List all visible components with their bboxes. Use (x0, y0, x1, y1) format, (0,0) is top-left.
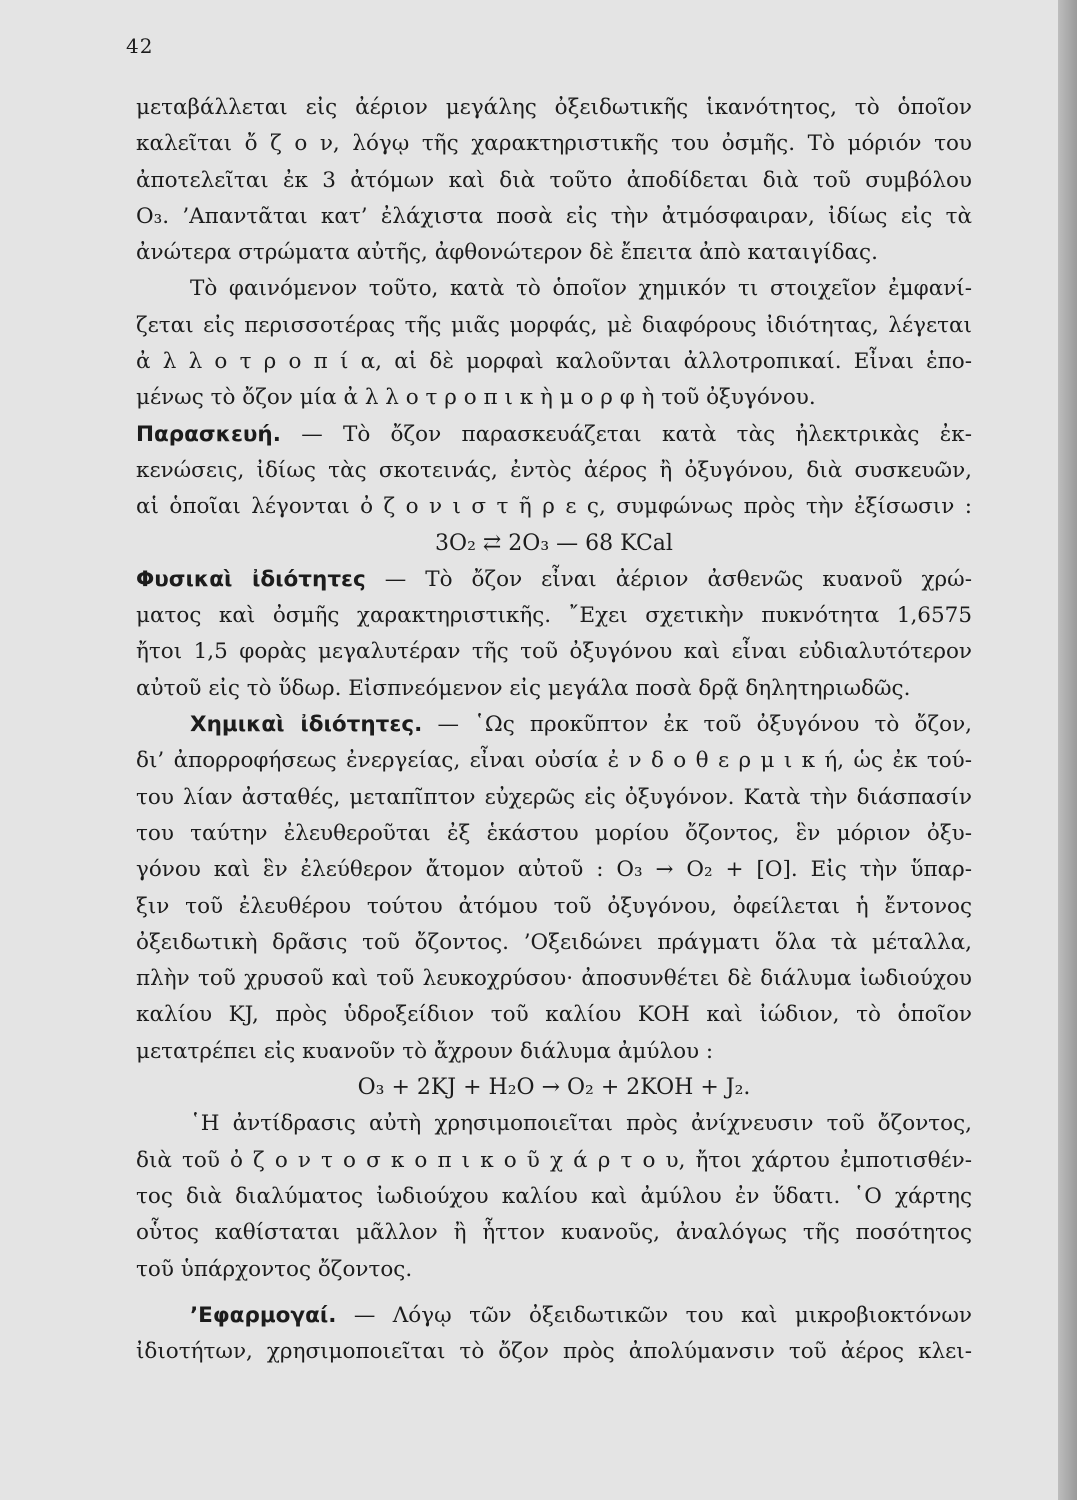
text-line: Τὸ φαινόμενον τοῦτο, κατὰ τὸ ὁποῖον χημικόν τι στοιχεῖον ἐμφανί- (190, 276, 972, 302)
text-line: ἤτοι 1,5 φορὰς μεγαλυτέραν τῆς τοῦ ὀξυγόνου καὶ εἶναι εὐδιαλυτότερον (136, 639, 972, 665)
text-line: αὐτοῦ εἰς τὸ ὕδωρ. Εἰσπνεόμενον εἰς μεγάλα ποσὰ δρᾷ δηλητηριωδῶς. (136, 675, 911, 701)
section-physical-text: — Τὸ ὄζον εἶναι ἀέριον ἀσθενῶς κυανοῦ χρώ- (365, 566, 972, 592)
text-line: καλίου KJ, πρὸς ὑδροξείδιον τοῦ καλίου KOH καὶ ἰώδιον, τὸ ὁποῖον (136, 1002, 972, 1028)
page-edge-shadow (1058, 0, 1077, 1500)
text-line: ξιν τοῦ ἐλευθέρου τούτου ἀτόμου τοῦ ὀξυγόνου, ὀφείλεται ἡ ἔντονος (136, 893, 972, 919)
text-line: κενώσεις, ἰδίως τὰς σκοτεινάς, ἐντὸς ἀέρος ἢ ὀξυγόνου, διὰ συσκευῶν, (136, 457, 972, 483)
section-chemical-text: — ῾Ως προκῦπτον ἐκ τοῦ ὀξυγόνου τὸ ὄζον, (422, 712, 972, 738)
section-heading-applications: ’Εφαρμογαί. (190, 1302, 337, 1328)
text-line: καλεῖται ὄ ζ ο ν, λόγῳ τῆς χαρακτηριστικῆς του ὀσμῆς. Τὸ μόριόν του (136, 131, 972, 157)
text-line: μένως τὸ ὄζον μία ἀ λ λ ο τ ρ ο π ι κ ὴ μ ο ρ φ ὴ τοῦ ὀξυγόνου. (136, 385, 816, 411)
text-line: ἀνώτερα στρώματα αὐτῆς, ἀφθονώτερον δὲ ἔπειτα ἀπὸ καταιγίδας. (136, 240, 878, 266)
text-line: πλὴν τοῦ χρυσοῦ καὶ τοῦ λευκοχρύσου· ἀποσυνθέτει δὲ διάλυμα ἰωδιούχου (136, 966, 972, 992)
text-line: διὰ τοῦ ὀ ζ ο ν τ ο σ κ ο π ι κ ο ῦ χ ά ρ τ ο υ, ἤτοι χάρτου ἐμποτισθέν- (136, 1147, 972, 1173)
text-line: ῾Η ἀντίδρασις αὐτὴ χρησιμοποιεῖται πρὸς ἀνίχνευσιν τοῦ ὄζοντος, (190, 1111, 972, 1137)
text-line: του λίαν ἀσταθές, μεταπῖπτον εὐχερῶς εἰς ὀξυγόνον. Κατὰ τὴν διάσπασίν (136, 784, 972, 810)
section-heading-preparation: Παρασκευή. (136, 421, 281, 447)
body-text (136, 90, 972, 1370)
text-line: οὗτος καθίσταται μᾶλλον ἢ ἧττον κυανοῦς, ἀναλόγως τῆς ποσότητος (136, 1220, 972, 1246)
equation-ozone-formation: 3O₂ ⇄ 2O₃ — 68 KCal (435, 530, 673, 556)
text-line: ἰδιοτήτων, χρησιμοποιεῖται τὸ ὄζον πρὸς ἀπολύμανσιν τοῦ ἀέρος κλει- (136, 1339, 972, 1365)
section-heading-chemical: Χημικαὶ ἰδιότητες. (190, 712, 423, 738)
text-line: ματος καὶ ὀσμῆς χαρακτηριστικῆς. ῎Εχει σχετικὴν πυκνότητα 1,6575 (136, 603, 972, 629)
text-line: μεταβάλλεται εἰς ἀέριον μεγάλης ὀξειδωτικῆς ἱκανότητος, τὸ ὁποῖον (136, 95, 972, 120)
text-line: ἀ λ λ ο τ ρ ο π ί α, αἱ δὲ μορφαὶ καλοῦνται ἀλλοτροπικαί. Εἶναι ἑπο- (136, 349, 972, 375)
text-line: ἀποτελεῖται ἐκ 3 ἀτόμων καὶ διὰ τοῦτο ἀποδίδεται διὰ τοῦ συμβόλου (136, 167, 972, 193)
section-preparation-line (136, 417, 972, 453)
section-physical-line (136, 562, 972, 598)
section-chemical-line (136, 707, 972, 743)
text-line: τος διὰ διαλύματος ἰωδιούχου καλίου καὶ ἀμύλου ἐν ὕδατι. ῾Ο χάρτης (136, 1183, 972, 1209)
text-line: ὀξειδωτικὴ δρᾶσις τοῦ ὄζοντος. ’Οξειδώνει πράγματι ὅλα τὰ μέταλλα, (136, 929, 972, 955)
text-line: ζεται εἰς περισσοτέρας τῆς μιᾶς μορφάς, μὲ διαφόρους ἰδιότητας, λέγεται (136, 312, 972, 338)
text-line: δι’ ἀπορροφήσεως ἐνεργείας, εἶναι οὐσία ἐ ν δ ο θ ε ρ μ ι κ ή, ὡς ἐκ τού- (136, 748, 972, 774)
section-heading-physical: Φυσικαὶ ἰδιότητες (136, 566, 366, 592)
text-line: μετατρέπει εἰς κυανοῦν τὸ ἄχρουν διάλυμα ἀμύλου : (136, 1038, 714, 1064)
page-number: 42 (126, 34, 154, 58)
text-line: γόνου καὶ ἓν ἐλεύθερον ἄτομον αὐτοῦ : O₃ → O₂ + [O]. Εἰς τὴν ὕπαρ- (136, 857, 972, 883)
text-line: αἱ ὁποῖαι λέγονται ὀ ζ ο ν ι σ τ ῆ ρ ε ς, συμφώνως πρὸς τὴν ἐξίσωσιν : (136, 494, 972, 520)
text-line: O₃. ’Απαντᾶται κατ’ ἐλάχιστα ποσὰ εἰς τὴν ἀτμόσφαιραν, ἰδίως εἰς τὰ (136, 203, 972, 229)
section-preparation-text: — Τὸ ὄζον παρασκευάζεται κατὰ τὰς ἠλεκτρικὰς ἐκ- (280, 421, 972, 447)
text-line: του ταύτην ἐλευθεροῦται ἐξ ἑκάστου μορίου ὄζοντος, ἓν μόριον ὀξυ- (136, 820, 972, 846)
equation-ozone-iodide: O₃ + 2KJ + H₂O → O₂ + 2KOH + J₂. (357, 1075, 751, 1101)
text-line: τοῦ ὑπάρχοντος ὄζοντος. (136, 1256, 413, 1282)
section-applications-text: — Λόγῳ τῶν ὀξειδωτικῶν του καὶ μικροβιοκτόνων (336, 1302, 972, 1328)
section-applications-line (136, 1298, 972, 1334)
